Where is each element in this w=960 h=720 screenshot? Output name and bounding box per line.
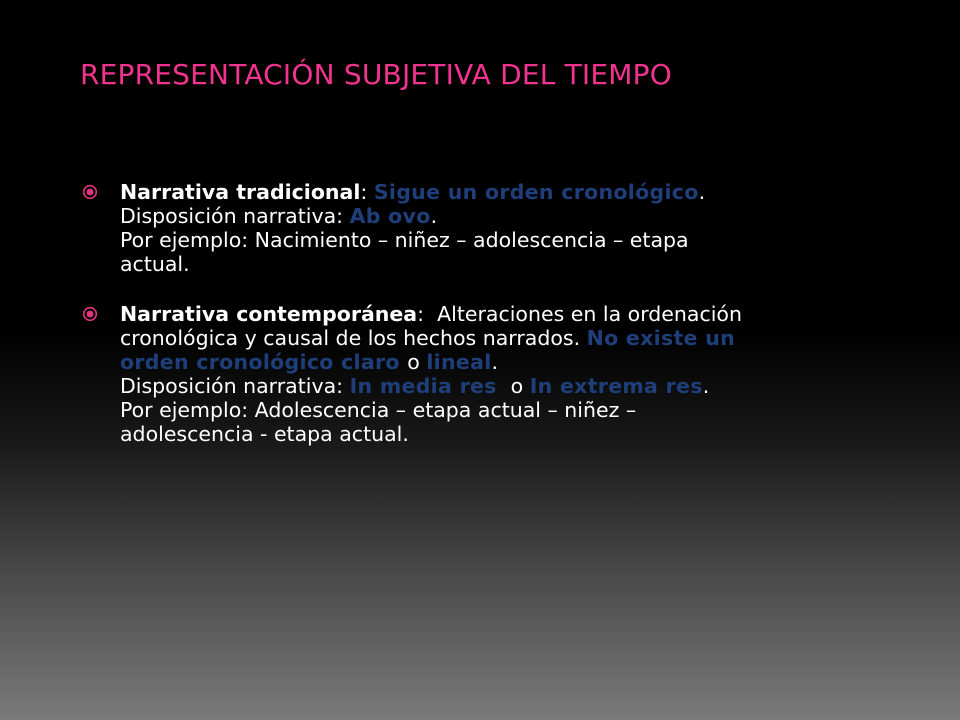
bullet-traditional-narrative — [80, 180, 900, 276]
highlight-text: No existe un — [586, 326, 735, 350]
period: . — [702, 374, 710, 398]
bullet-line: Por ejemplo: Nacimiento – niñez – adolescencia – etapa — [120, 228, 689, 252]
bullet-heading: Narrativa contemporánea — [120, 302, 418, 326]
period: . — [491, 350, 499, 374]
bullet-line — [120, 374, 900, 398]
heading-colon: : — [417, 302, 438, 326]
period: . — [430, 204, 438, 228]
slide-title: REPRESENTACIÓN SUBJETIVA DEL TIEMPO — [80, 58, 672, 91]
body-text: Alteraciones en la ordenación — [437, 302, 742, 326]
bullet-contemporary-narrative — [80, 302, 900, 446]
highlight-text: Ab ovo — [349, 204, 431, 228]
highlight-text: lineal — [426, 350, 492, 374]
bullet-line: actual. — [120, 252, 190, 276]
period: . — [698, 180, 706, 204]
bullet-line — [120, 204, 900, 228]
bullet-line — [120, 326, 900, 350]
highlight-text: In media res — [349, 374, 505, 398]
body-text: cronológica y causal de los hechos narrados. — [120, 326, 587, 350]
bullet-line — [120, 302, 900, 326]
body-text: Disposición narrativa: — [120, 374, 350, 398]
bullet-line — [120, 180, 900, 204]
bullet-line — [120, 350, 900, 374]
bullet-heading: Narrativa tradicional — [120, 180, 361, 204]
body-text: o — [407, 350, 427, 374]
bullet-list — [80, 180, 900, 472]
body-text: Disposición narrativa: — [120, 204, 350, 228]
bullet-line: adolescencia - etapa actual. — [120, 422, 409, 446]
bullet-line: Por ejemplo: Adolescencia – etapa actual – niñez – — [120, 398, 637, 422]
radio-circle-icon — [82, 184, 98, 200]
body-text: o — [504, 374, 530, 398]
radio-circle-icon — [82, 306, 98, 322]
highlight-text: Sigue un orden cronológico — [373, 180, 699, 204]
highlight-text: orden cronológico claro — [120, 350, 408, 374]
highlight-text: In extrema res — [529, 374, 703, 398]
heading-colon: : — [360, 180, 374, 204]
